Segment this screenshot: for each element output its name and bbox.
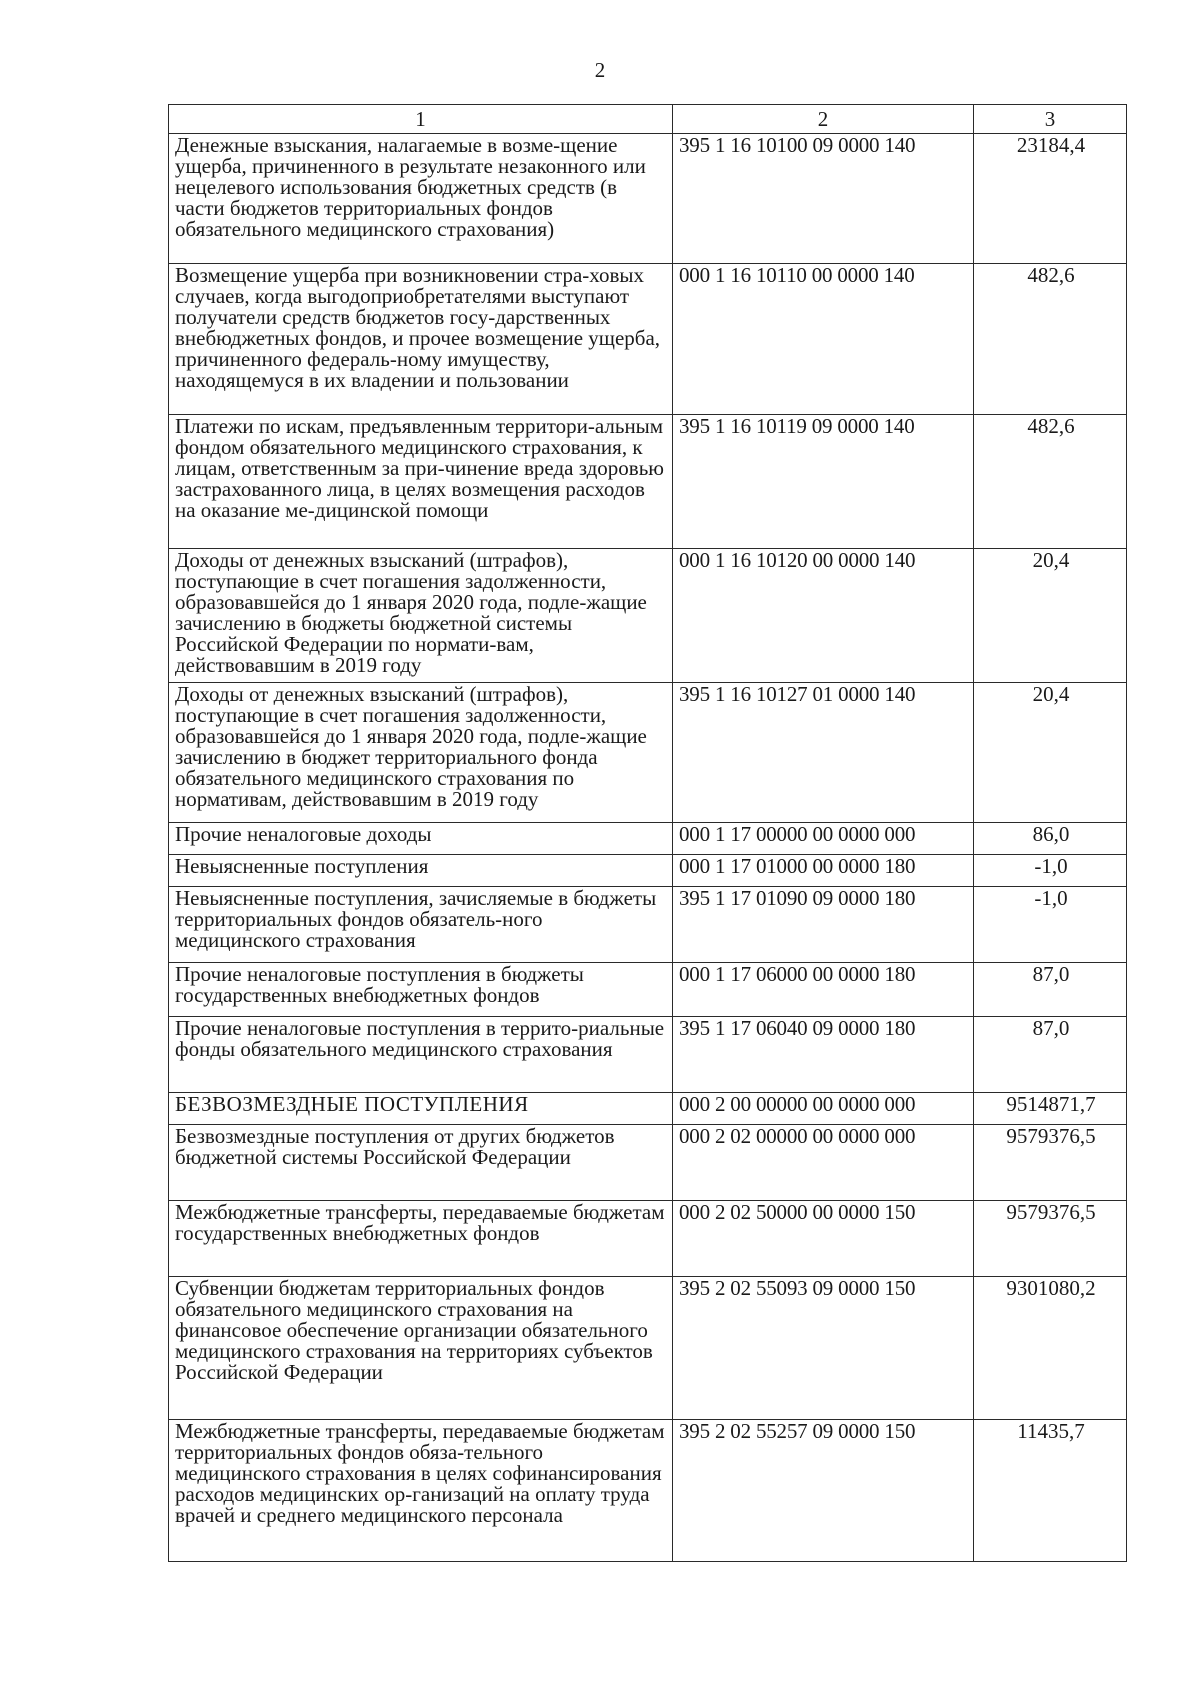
- row-amount: 87,0: [974, 963, 1127, 1017]
- row-amount: 482,6: [974, 415, 1127, 549]
- table-row: [169, 415, 1127, 549]
- row-name: Платежи по искам, предъявленным территори-альным фондом обязательного медицинского страхования, к лицам, ответственным за при-чинение вреда здоровью застрахованного лица, в целях возмещения расходов на оказание ме-дицинской помощи: [169, 415, 673, 549]
- table-row: [169, 1093, 1127, 1125]
- row-code: 000 1 16 10120 00 0000 140: [673, 549, 974, 683]
- row-amount: 11435,7: [974, 1420, 1127, 1562]
- row-code: 395 1 16 10127 01 0000 140: [673, 683, 974, 823]
- row-code: 395 1 16 10119 09 0000 140: [673, 415, 974, 549]
- row-name: Прочие неналоговые поступления в террито-риальные фонды обязательного медицинского страхования: [169, 1017, 673, 1093]
- section-heading: БЕЗВОЗМЕЗДНЫЕ ПОСТУПЛЕНИЯ: [175, 1092, 529, 1116]
- row-name: Невыясненные поступления, зачисляемые в бюджеты территориальных фондов обязатель-ного медицинского страхования: [169, 887, 673, 963]
- row-amount: 23184,4: [974, 134, 1127, 264]
- table-row: [169, 1420, 1127, 1562]
- row-code: 000 2 02 00000 00 0000 000: [673, 1125, 974, 1201]
- row-code: 395 1 16 10100 09 0000 140: [673, 134, 974, 264]
- row-name: Невыясненные поступления: [169, 855, 673, 887]
- row-name: Возмещение ущерба при возникновении стра-ховых случаев, когда выгодоприобретателями выступают получатели средств бюджетов госу-дарственных внебюджетных фондов, и прочее возмещение ущерба, причиненного федераль-ному имуществу, находящемуся в их владении и пользовании: [169, 264, 673, 415]
- row-code: 000 1 17 00000 00 0000 000: [673, 823, 974, 855]
- table-row: [169, 1017, 1127, 1093]
- row-name: Прочие неналоговые поступления в бюджеты государственных внебюджетных фондов: [169, 963, 673, 1017]
- row-amount: 86,0: [974, 823, 1127, 855]
- row-code: 000 1 17 01000 00 0000 180: [673, 855, 974, 887]
- table-row: [169, 683, 1127, 823]
- row-amount: 482,6: [974, 264, 1127, 415]
- row-name: Межбюджетные трансферты, передаваемые бюджетам государственных внебюджетных фондов: [169, 1201, 673, 1277]
- row-code: 000 2 02 50000 00 0000 150: [673, 1201, 974, 1277]
- table-row: [169, 823, 1127, 855]
- row-name: Безвозмездные поступления от других бюджетов бюджетной системы Российской Федерации: [169, 1125, 673, 1201]
- table-row: [169, 1201, 1127, 1277]
- row-name: Субвенции бюджетам территориальных фондов обязательного медицинского страхования на финансовое обеспечение организации обязательного медицинского страхования на территориях субъектов Российской Федерации: [169, 1277, 673, 1420]
- row-amount: 9514871,7: [974, 1093, 1127, 1125]
- page-number: 2: [594, 58, 606, 82]
- row-amount: 9579376,5: [974, 1125, 1127, 1201]
- row-amount: 20,4: [974, 683, 1127, 823]
- row-amount: 87,0: [974, 1017, 1127, 1093]
- row-name: Денежные взыскания, налагаемые в возме-щение ущерба, причиненного в результате незаконного или нецелевого использования бюджетных средств (в части бюджетов территориальных фондов обязательного медицинского страхования): [169, 134, 673, 264]
- table-row: [169, 134, 1127, 264]
- row-code: 395 2 02 55257 09 0000 150: [673, 1420, 974, 1562]
- row-name: [169, 1093, 673, 1125]
- table-row: [169, 963, 1127, 1017]
- header-col-2: 2: [673, 105, 974, 134]
- table-row: [169, 549, 1127, 683]
- row-amount: 9301080,2: [974, 1277, 1127, 1420]
- row-amount: -1,0: [974, 887, 1127, 963]
- row-code: 395 1 17 01090 09 0000 180: [673, 887, 974, 963]
- table-row: [169, 855, 1127, 887]
- table-row: [169, 1277, 1127, 1420]
- table-row: [169, 1125, 1127, 1201]
- row-name: Прочие неналоговые доходы: [169, 823, 673, 855]
- header-col-1: 1: [169, 105, 673, 134]
- row-amount: 20,4: [974, 549, 1127, 683]
- row-code: 000 1 17 06000 00 0000 180: [673, 963, 974, 1017]
- row-code: 395 2 02 55093 09 0000 150: [673, 1277, 974, 1420]
- row-code: 395 1 17 06040 09 0000 180: [673, 1017, 974, 1093]
- row-code: 000 2 00 00000 00 0000 000: [673, 1093, 974, 1125]
- row-amount: 9579376,5: [974, 1201, 1127, 1277]
- row-name: Межбюджетные трансферты, передаваемые бюджетам территориальных фондов обяза-тельного медицинского страхования в целях софинансирования расходов медицинских ор-ганизаций на оплату труда врачей и среднего медицинского персонала: [169, 1420, 673, 1562]
- header-row: [169, 105, 1127, 134]
- row-amount: -1,0: [974, 855, 1127, 887]
- table-row: [169, 887, 1127, 963]
- row-name: Доходы от денежных взысканий (штрафов), поступающие в счет погашения задолженности, образовавшейся до 1 января 2020 года, подле-жащие зачислению в бюджеты бюджетной системы Российской Федерации по нормати-вам, действовавшим в 2019 году: [169, 549, 673, 683]
- row-name: Доходы от денежных взысканий (штрафов), поступающие в счет погашения задолженности, образовавшейся до 1 января 2020 года, подле-жащие зачислению в бюджет территориального фонда обязательного медицинского страхования по нормативам, действовавшим в 2019 году: [169, 683, 673, 823]
- header-col-3: 3: [974, 105, 1127, 134]
- table-row: [169, 264, 1127, 415]
- revenue-table: [168, 104, 1127, 1562]
- row-code: 000 1 16 10110 00 0000 140: [673, 264, 974, 415]
